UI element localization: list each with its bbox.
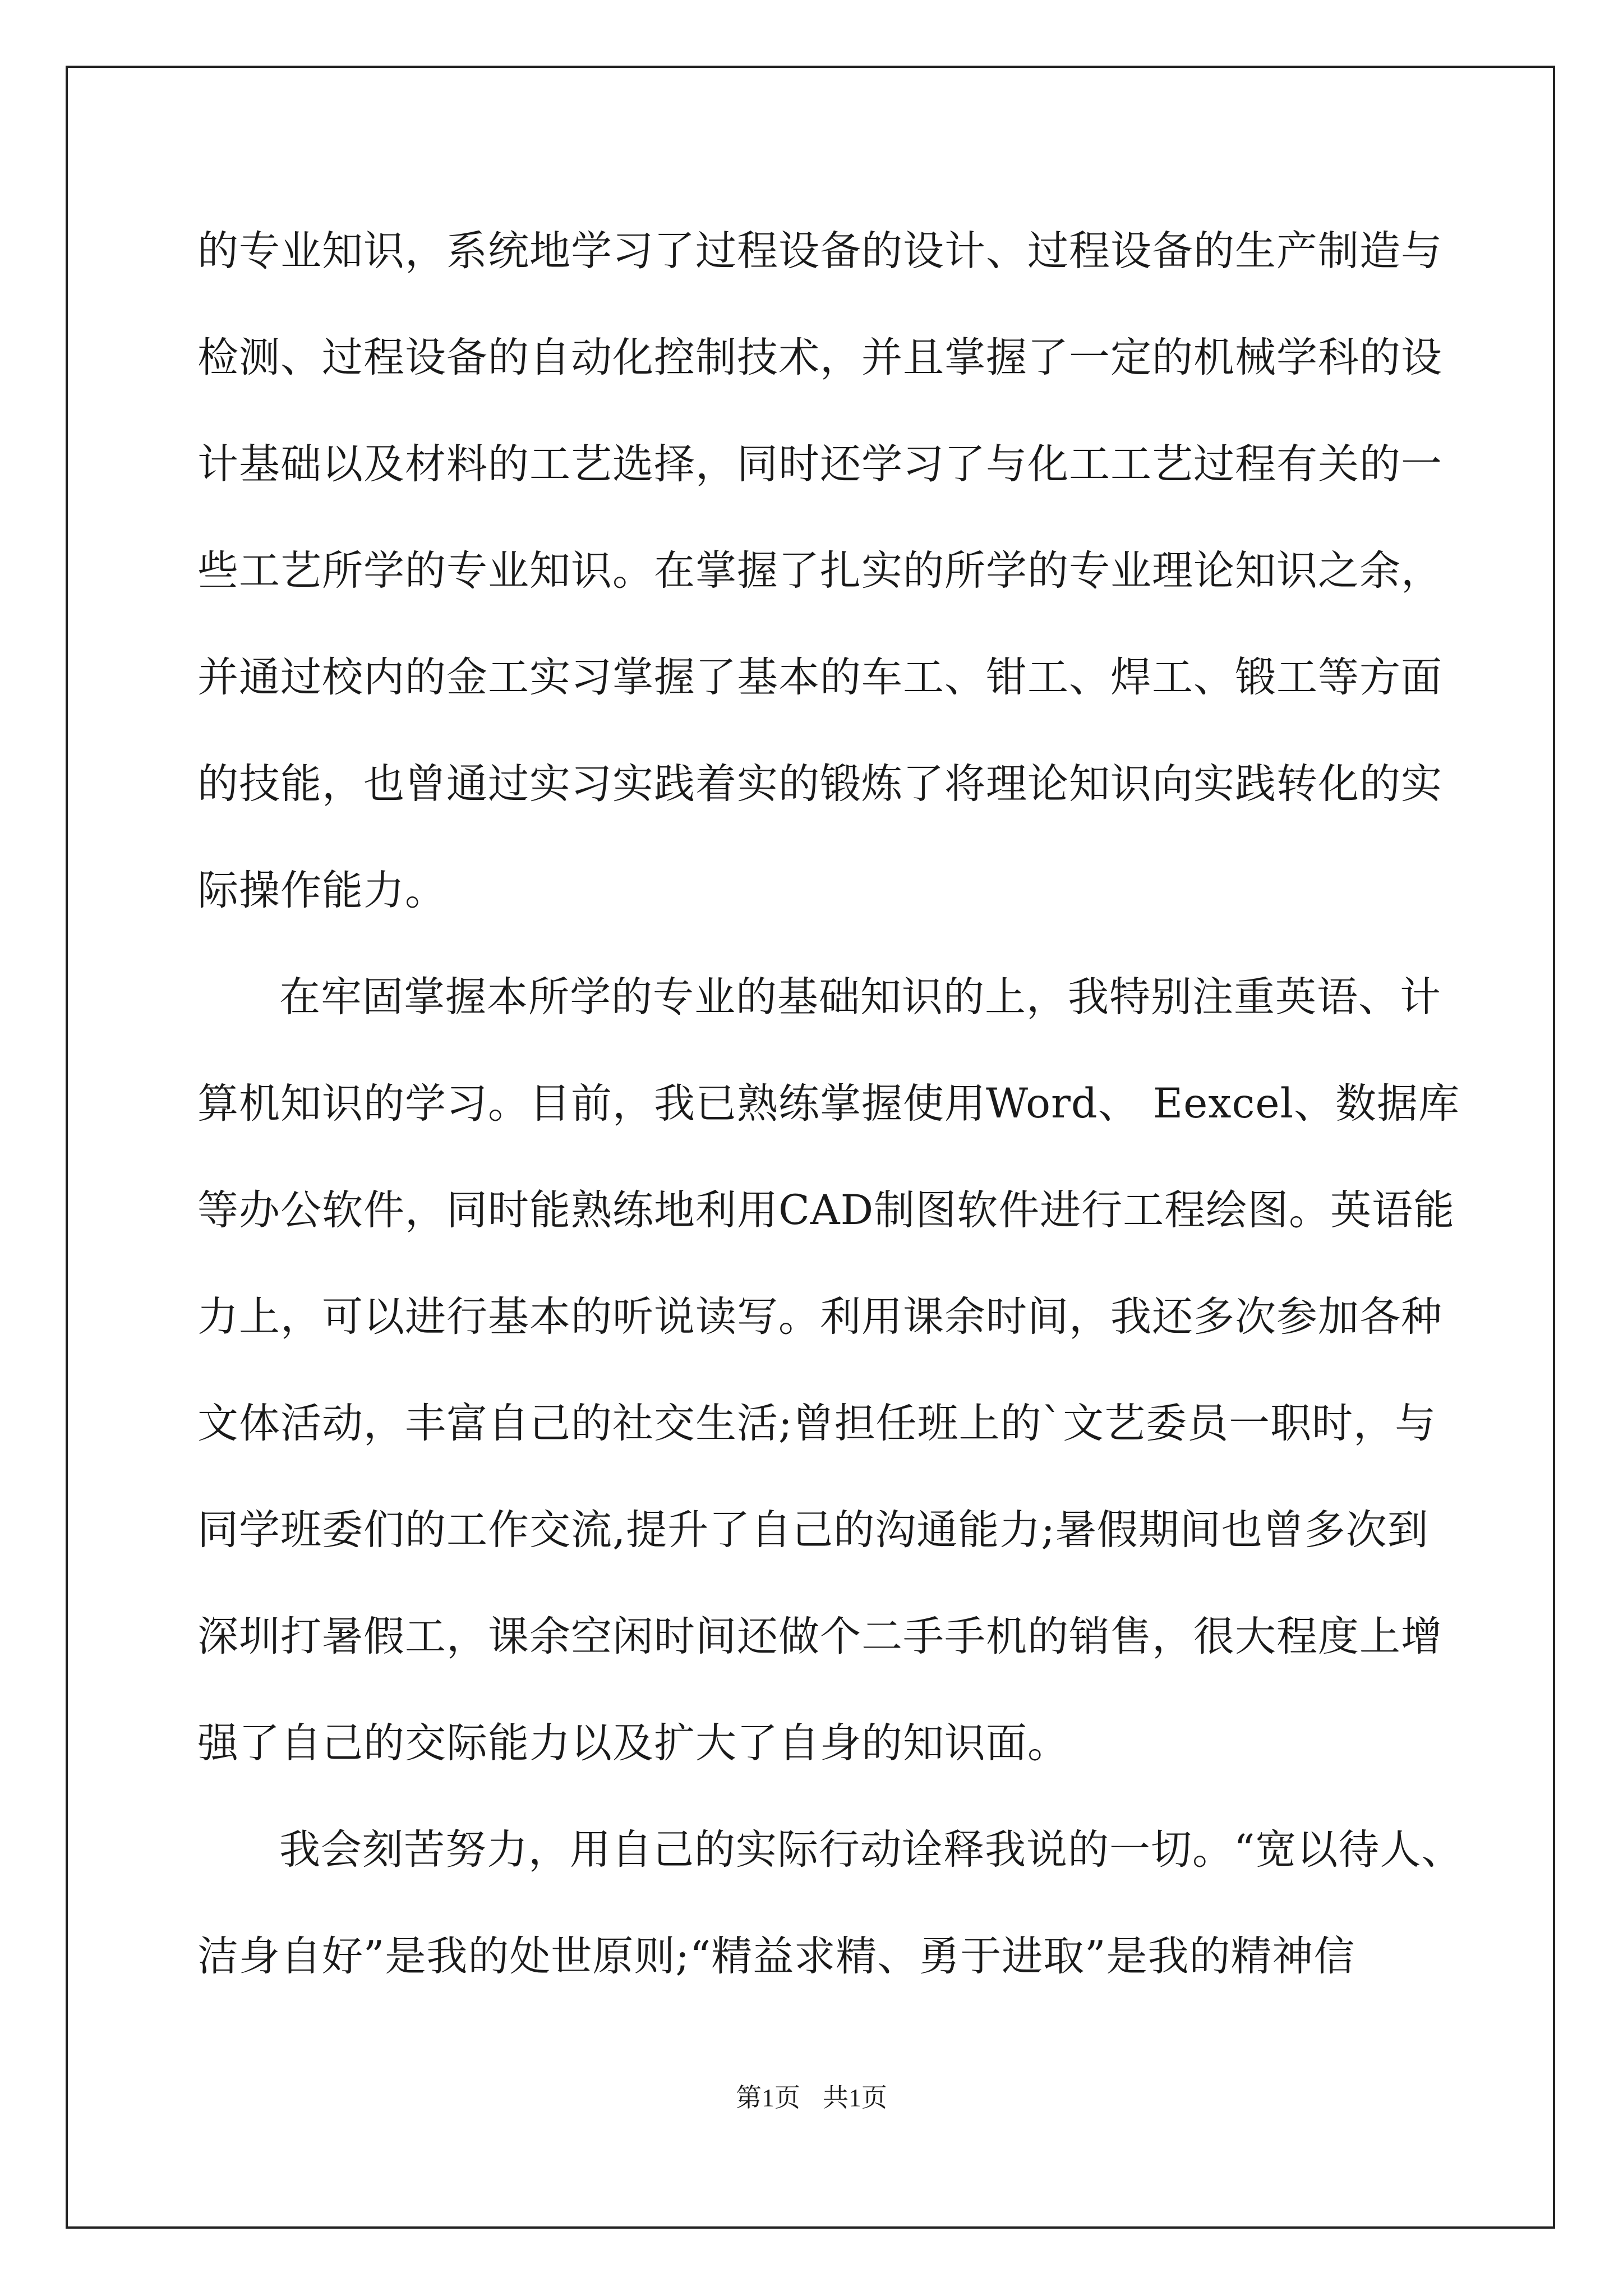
text-line: 检测、过程设备的自动化控制技术，并且掌握了一定的机械学科的设 [197,334,1442,381]
text-line: 等办公软件，同时能熟练地利用CAD制图软件进行工程绘图。英语能 [197,1186,1455,1234]
text-line: 际操作能力。 [197,867,446,914]
page-number-current: 第1页 [736,2083,800,2112]
paragraph-start-line: 在牢固掌握本所学的专业的基础知识的上，我特别注重英语、计 [279,973,1441,1021]
paragraph-start-line: 我会刻苦努力，用自己的实际行动诠释我说的一切。“宽以待人、 [279,1826,1463,1874]
text-line: 力上，可以进行基本的听说读写。利用课余时间，我还多次参加各种 [197,1293,1442,1341]
text-line: 的专业知识，系统地学习了过程设备的设计、过程设备的生产制造与 [197,227,1442,275]
text-line: 深圳打暑假工，课余空闲时间还做个二手手机的销售，很大程度上增 [197,1613,1442,1660]
text-line: 强了自己的交际能力以及扩大了自身的知识面。 [197,1719,1069,1767]
text-line: 的技能，也曾通过实习实践着实的锻炼了将理论知识向实践转化的实 [197,760,1442,808]
page-footer [0,2081,1623,2115]
text-line: 些工艺所学的专业知识。在掌握了扎实的所学的专业理论知识之余， [197,547,1442,595]
document-body [197,220,1463,2032]
text-line: 算机知识的学习。目前，我已熟练掌握使用Word、 Eexcel、数据库 [197,1080,1460,1128]
text-line: 计基础以及材料的工艺选择，同时还学习了与化工工艺过程有关的一 [197,440,1442,488]
text-line: 并通过校内的金工实习掌握了基本的车工、钳工、焊工、锻工等方面 [197,654,1442,701]
text-line: 同学班委们的工作交流,提升了自己的沟通能力;暑假期间也曾多次到 [197,1506,1429,1554]
page-number-total: 共1页 [823,2083,887,2112]
text-line: 文体活动，丰富自己的社交生活;曾担任班上的`文艺委员一职时，与 [197,1400,1437,1447]
text-line: 洁身自好”是我的处世原则;“精益求精、勇于进取”是我的精神信 [197,1932,1355,1980]
